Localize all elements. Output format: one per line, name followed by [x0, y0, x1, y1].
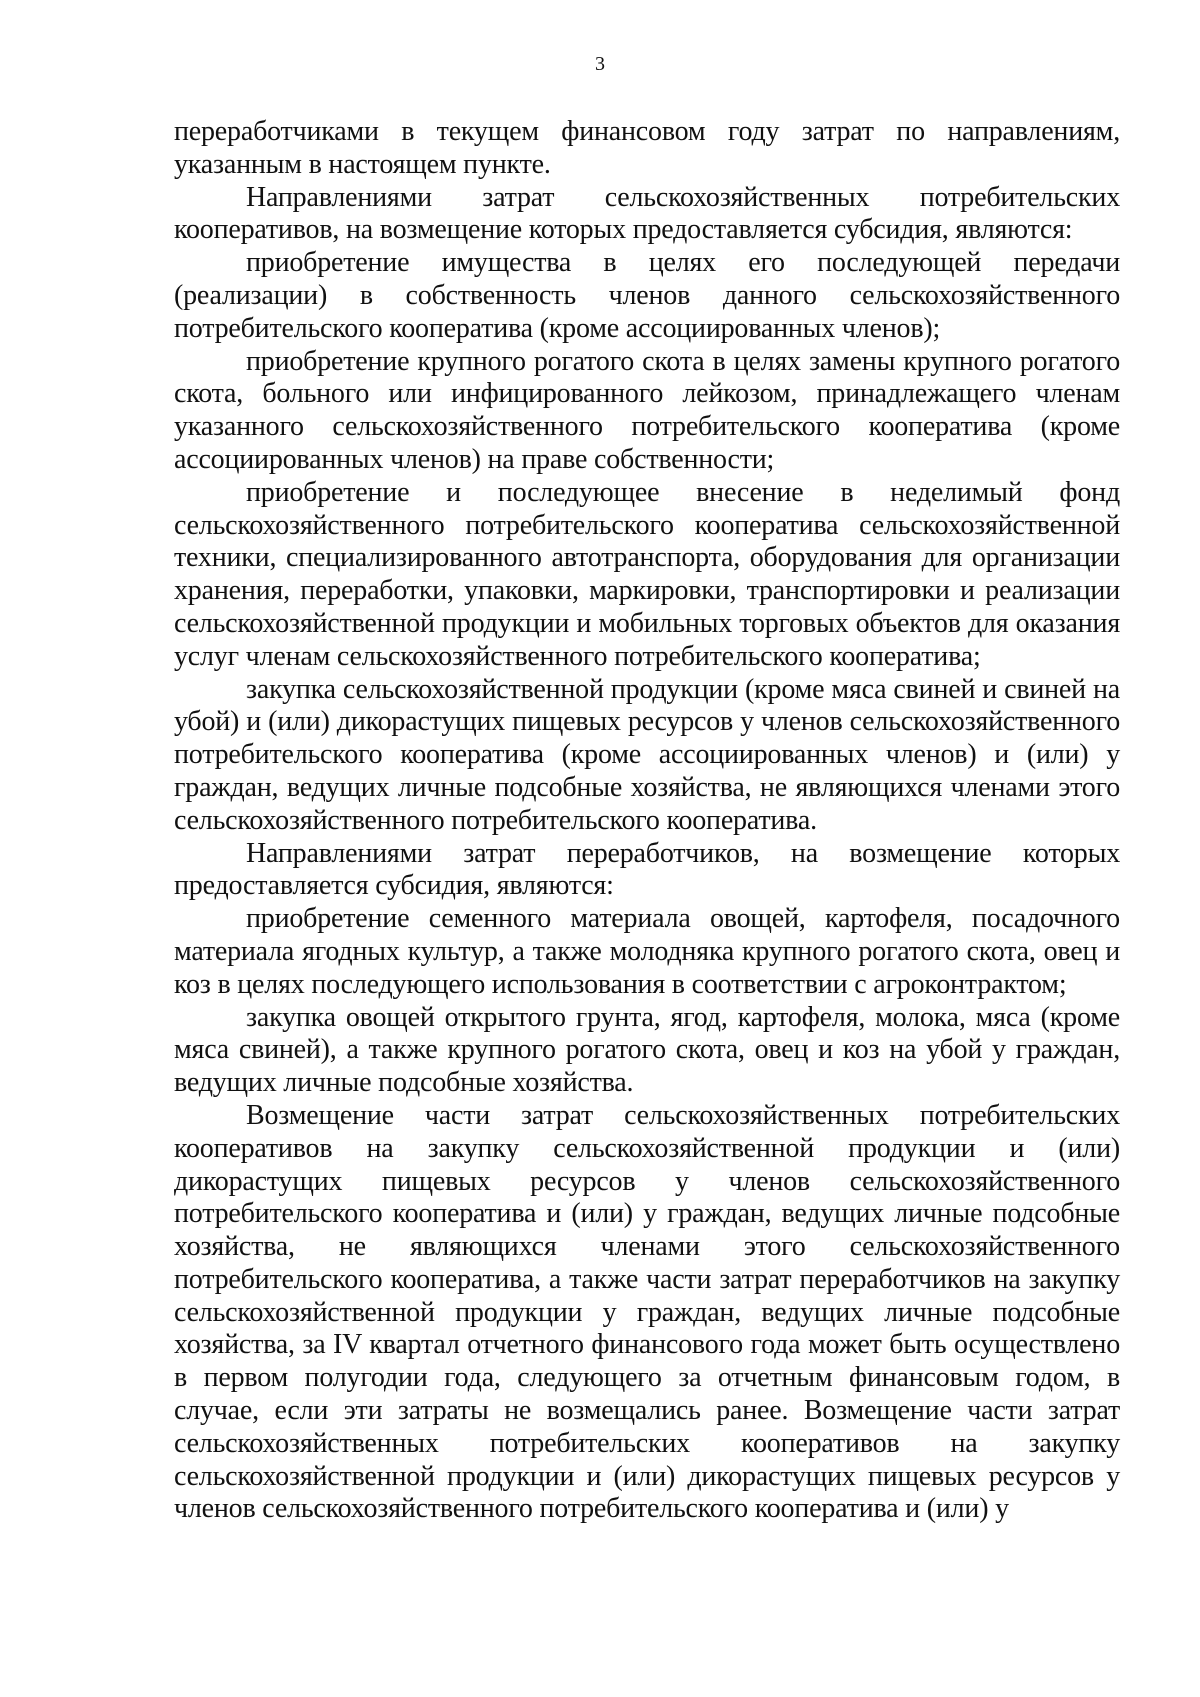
paragraph-cattle-replacement: приобретение крупного рогатого скота в целях замены крупного рогатого скота, больного или инфицированного лейкозом, принадлежащего членам указанного сельскохозяйственного потребительского кооператива (кроме ассоциированных членов) на праве собственности; [174, 345, 1120, 475]
paragraph-cooperative-directions: Направлениями затрат сельскохозяйственных потребительских кооперативов, на возмещение которых предоставляется субсидия, являются: [174, 181, 1120, 246]
document-body [174, 116, 1120, 1526]
paragraph-continuation: переработчиками в текущем финансовом году затрат по направлениям, указанным в настоящем пункте. [174, 116, 1120, 180]
paragraph-product-purchase: закупка сельскохозяйственной продукции (кроме мяса свиней и свиней на убой) и (или) дикорастущих пищевых ресурсов у членов сельскохозяйственного потребительского кооператива (кроме ассоциированных членов) и (или) у граждан, ведущих личные подсобные хозяйства, не являющихся членами этого сельскохозяйственного потребительского кооператива. [174, 673, 1120, 836]
paragraph-vegetable-purchase: закупка овощей открытого грунта, ягод, картофеля, молока, мяса (кроме мяса свиней), а также крупного рогатого скота, овец и коз на убой у граждан, ведущих личные подсобные хозяйства. [174, 1001, 1120, 1099]
paragraph-property-acquisition: приобретение имущества в целях его последующей передачи (реализации) в собственность членов данного сельскохозяйственного потребительского кооператива (кроме ассоциированных членов); [174, 247, 1120, 344]
paragraph-seed-acquisition: приобретение семенного материала овощей, картофеля, посадочного материала ягодных культур, а также молодняка крупного рогатого скота, овец и коз в целях последующего использования в соответствии с агроконтрактом; [174, 903, 1120, 1000]
paragraph-reimbursement: Возмещение части затрат сельскохозяйственных потребительских кооперативов на закупку сельскохозяйственной продукции и (или) дикорастущих пищевых ресурсов у членов сельскохозяйственного потребительского кооператива и (или) у граждан, ведущих личные подсобные хозяйства, не являющихся членами этого сельскохозяйственного потребительского кооператива, а также части затрат переработчиков на закупку сельскохозяйственной продукции у граждан, ведущих личные подсобные хозяйства, за IV квартал отчетного финансового года может быть осуществлено в первом полугодии года, следующего за отчетным финансовым годом, в случае, если эти затраты не возмещались ранее. Возмещение части затрат сельскохозяйственных потребительских кооперативов на закупку сельскохозяйственной продукции и (или) дикорастущих пищевых ресурсов у членов сельскохозяйственного потребительского кооператива и (или) у [174, 1099, 1120, 1525]
page-number: 3 [595, 53, 605, 75]
paragraph-processor-directions: Направлениями затрат переработчиков, на возмещение которых предоставляется субсидия, являются: [174, 837, 1120, 902]
paragraph-equipment-acquisition: приобретение и последующее внесение в неделимый фонд сельскохозяйственного потребительского кооператива сельскохозяйственной техники, специализированного автотранспорта, оборудования для организации хранения, переработки, упаковки, маркировки, транспортировки и реализации сельскохозяйственной продукции и мобильных торговых объектов для оказания услуг членам сельскохозяйственного потребительского кооператива; [174, 476, 1120, 672]
